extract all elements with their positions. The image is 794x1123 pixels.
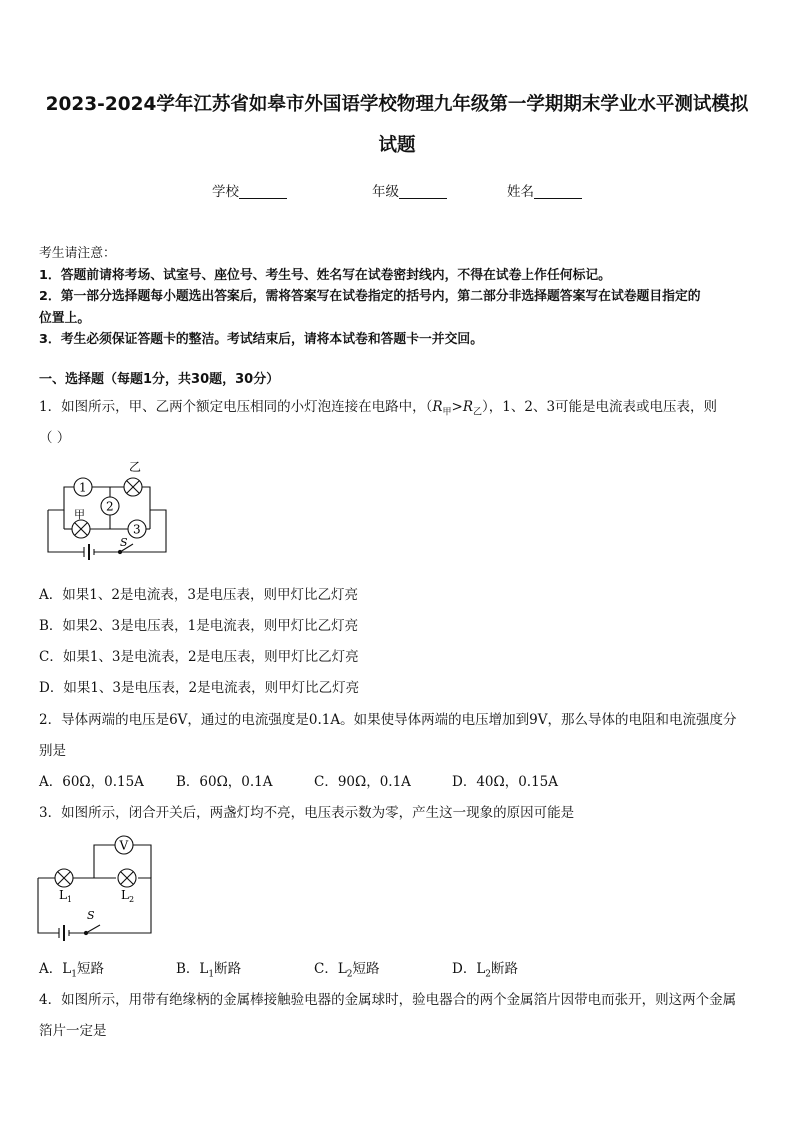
q1-gt: > <box>451 399 463 415</box>
q3-option-b[interactable]: B．$L_1$断路 <box>176 961 242 980</box>
q2-option-a[interactable]: A．60Ω，0.15A <box>39 774 144 790</box>
q1-option-d[interactable]: D．如果1、3是电压表，2是电流表，则甲灯比乙灯亮 <box>39 680 360 696</box>
q1-option-a[interactable]: A．如果1、2是电流表，3是电压表，则甲灯比乙灯亮 <box>39 587 359 603</box>
l2-label: $L_2$ <box>121 888 135 904</box>
page-title: 2023-2024学年江苏省如皋市外国语学校物理九年级第一学期期末学业水平测试模拟 <box>45 94 749 115</box>
grade-blank <box>399 184 447 199</box>
q3-circuit-diagram <box>34 830 158 942</box>
page-title-line2: 试题 <box>378 135 416 156</box>
q3-option-d[interactable]: D．$L_2$断路 <box>452 961 519 980</box>
notice-heading: 考生请注意： <box>39 246 116 261</box>
q1-answer-bracket: （ ） <box>39 430 71 446</box>
meter-2-label: 2 <box>106 499 114 514</box>
meter-3-label: 3 <box>133 522 141 537</box>
q1-option-b[interactable]: B．如果2、3是电压表，1是电流表，则甲灯比乙灯亮 <box>39 618 359 634</box>
label-yi: 乙 <box>129 460 142 474</box>
name-label: 姓名 <box>507 184 534 200</box>
meter-1-label: 1 <box>79 480 87 495</box>
grade-label: 年级 <box>372 184 399 200</box>
q3-stem: 3．如图所示，闭合开关后，两盏灯均不亮，电压表示数为零，产生这一现象的原因可能是 <box>39 805 575 821</box>
notice-item-1: 1．答题前请将考场、试室号、座位号、考生号、姓名写在试卷密封线内，不得在试卷上作任何标记。 <box>39 267 611 283</box>
l1-label: $L_1$ <box>59 888 73 904</box>
q1-stem-text-a: 1．如图所示，甲、乙两个额定电压相同的小灯泡连接在电路中，（ <box>39 399 433 415</box>
exam-notice <box>39 243 764 351</box>
q1-r-yi: R <box>462 399 474 415</box>
q2-stem-cont: 别是 <box>39 743 66 759</box>
q1-sub-yi: 乙 <box>473 407 483 418</box>
label-jia: 甲 <box>74 508 85 521</box>
notice-item-2a: 2．第一部分选择题每小题选出答案后，需将答案写在试卷指定的括号内，第二部分非选择题答案写在试卷题目指定的 <box>39 289 701 304</box>
school-label: 学校 <box>212 184 239 200</box>
name-blank <box>534 184 582 199</box>
q2-option-d[interactable]: D．40Ω，0.15A <box>452 774 559 790</box>
q2-option-c[interactable]: C．90Ω，0.1A <box>314 774 411 790</box>
switch-label: S <box>120 536 128 549</box>
q1-sub-jia: 甲 <box>442 407 452 418</box>
q4-stem: 4．如图所示，用带有绝缘柄的金属棒接触验电器的金属球时，验电器合的两个金属箔片因带电而张开，则这两个金属 <box>39 992 737 1008</box>
q3-switch-label: S <box>87 909 95 922</box>
grade-field[interactable] <box>372 180 447 200</box>
q2-stem: 2．导体两端的电压是6V，通过的电流强度是0.1A。如果使导体两端的电压增加到9V，那么导体的电阻和电流强度分 <box>39 712 737 728</box>
q3-option-a[interactable]: A．$L_1$短路 <box>39 961 104 980</box>
notice-item-2b: 位置上。 <box>39 310 91 326</box>
q1-stem-text-b: ），1、2、3可能是电流表或电压表，则 <box>482 399 718 415</box>
voltmeter-label: V <box>119 838 129 853</box>
q1-circuit-diagram <box>40 452 175 562</box>
q4-stem-cont: 箔片一定是 <box>39 1023 107 1039</box>
name-field[interactable] <box>507 180 582 200</box>
q2-option-b[interactable]: B．60Ω，0.1A <box>176 774 273 790</box>
q1-r-jia: R <box>432 399 443 415</box>
q1-stem <box>39 395 764 418</box>
notice-item-3: 3．考生必须保证答题卡的整洁。考试结束后，请将本试卷和答题卡一并交回。 <box>39 332 483 347</box>
q3-option-c[interactable]: C．$L_2$短路 <box>314 961 380 980</box>
school-blank <box>239 184 287 199</box>
section-heading: 一、选择题（每题1分，共30题，30分） <box>39 372 280 387</box>
q1-option-c[interactable]: C．如果1、3是电流表，2是电压表，则甲灯比乙灯亮 <box>39 649 359 665</box>
school-field[interactable] <box>212 180 287 200</box>
